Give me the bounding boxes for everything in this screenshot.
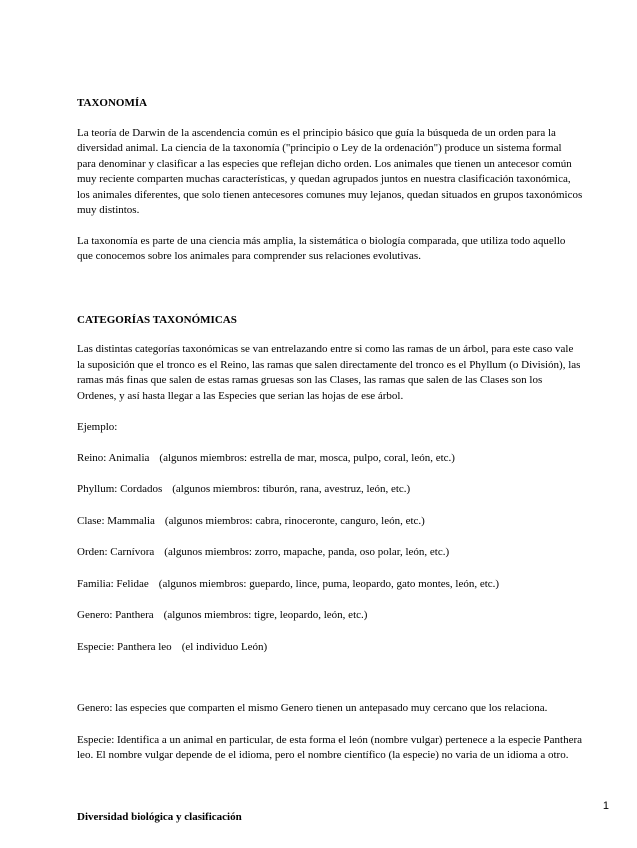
example-note: (el individuo León)	[181, 640, 268, 653]
example-row	[77, 514, 583, 530]
example-row	[77, 482, 583, 498]
example-note: (algunos miembros: tiburón, rana, avestruz, león, etc.)	[172, 483, 411, 495]
example-note: (algunos miembros: tigre, leopardo, león, etc.)	[163, 609, 368, 621]
paragraph-darwin: La teoría de Darwin de la ascendencia común es el principio básico que guía la búsqueda de un orden para la diversidad animal. La ciencia de la taxonomía ("principio o Ley de la ordenación") produce un sistema formal para denominar y clasificar a las especies que reflejan dicho orden. Los animales que tienen un antecesor común muy reciente comparten muchas características, y quedan agrupados juntos en nuestra clasificación taxonómica, los animales diferentes, que solo tienen antecesores comunes muy lejanos, quedan situados en grupos taxonómicos muy distintos.	[77, 126, 583, 216]
example-rank: Clase: Mammalia	[77, 514, 155, 527]
example-row	[77, 608, 583, 624]
example-rank: Orden: Carnívora	[77, 546, 155, 558]
example-rank: Especie: Panthera leo	[77, 640, 172, 653]
document-body	[77, 96, 583, 839]
example-note: (algunos miembros: zorro, mapache, panda, oso polar, león, etc.)	[164, 546, 450, 558]
example-label: Ejemplo:	[77, 421, 118, 433]
example-note: (algunos miembros: cabra, rinoceronte, canguro, león, etc.)	[164, 514, 425, 527]
example-row	[77, 577, 583, 593]
example-note: (algunos miembros: guepardo, lince, puma, leopardo, gato montes, león, etc.)	[158, 577, 500, 590]
example-rank: Reino: Animalia	[77, 451, 150, 464]
example-row	[77, 545, 583, 561]
example-rank: Phyllum: Cordados	[77, 483, 163, 495]
section-heading-categorias: CATEGORÍAS TAXONÓMICAS	[77, 313, 237, 326]
paragraph-sistematica: La taxonomía es parte de una ciencia más amplia, la sistemática o biología comparada, que utiliza todo aquello que conocemos sobre los animales para comprender sus relaciones evolutivas.	[77, 234, 566, 262]
example-rank: Genero: Panthera	[77, 609, 154, 621]
paragraph-genero-definition: Genero: las especies que comparten el mismo Genero tienen un antepasado muy cercano que los relaciona.	[77, 702, 548, 714]
example-row	[77, 640, 583, 656]
paragraph-categorias-intro: Las distintas categorías taxonómicas se van entrelazando entre si como las ramas de un árbol, para este caso vale la suposición que el tronco es el Reino, las ramas que salen directamente del tronco es el Phyllum (o División), las ramas más finas que salen de estas ramas gruesas son las Clases, las ramas que salen de las Clases son los Ordenes, y así hasta llegar a las Especies que serian las hojas de ese árbol.	[77, 343, 581, 402]
paragraph-especie-definition: Especie: Identifica a un animal en particular, de esta forma el león (nombre vulgar) pertenece a la especie Panthera leo. El nombre vulgar depende de el idioma, pero el nombre científico (la especie) no varia de un idioma a otro.	[77, 733, 583, 761]
page-number: 1	[602, 800, 609, 812]
section-heading-taxonomia: TAXONOMÍA	[77, 97, 148, 109]
example-note: (algunos miembros: estrella de mar, mosca, pulpo, coral, león, etc.)	[159, 451, 455, 464]
example-row	[77, 451, 583, 467]
example-rank: Familia: Felidae	[77, 577, 149, 590]
section-heading-diversidad: Diversidad biológica y clasificación	[77, 810, 242, 823]
